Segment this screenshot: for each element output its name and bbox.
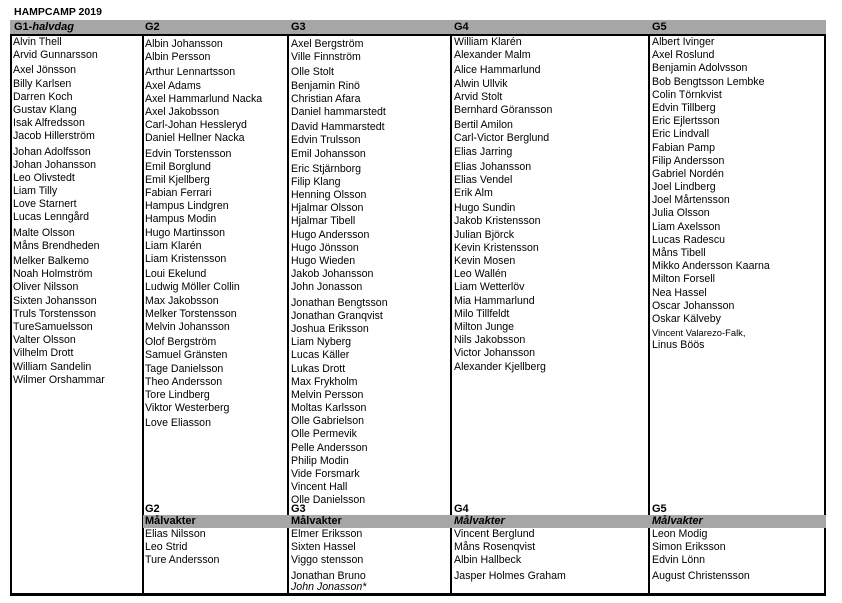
player-name: Filip Andersson (652, 154, 725, 167)
player-name: Viggo stensson (291, 554, 364, 567)
player-name: Axel Hammarlund Nacka (145, 92, 263, 105)
group-g3-players (291, 38, 388, 508)
player-name: Daniel Hellner Nacka (145, 132, 245, 145)
group-g1-players (13, 36, 105, 387)
player-name: Olle Gabrielson (291, 415, 365, 428)
player-name: Albin Johansson (145, 38, 223, 50)
player-name: Leon Modig (652, 528, 708, 540)
group-header-g1-main: G1- (14, 21, 33, 33)
player-name: Olle Permevik (291, 428, 357, 441)
player-name: Jasper Holmes Graham (454, 569, 566, 582)
player-name: Axel Jönsson (13, 64, 77, 77)
player-name: Leo Wallén (454, 268, 507, 281)
player-name: Theo Andersson (145, 375, 223, 388)
player-name: Leo Olivstedt (13, 171, 75, 184)
group-g4-players (454, 36, 552, 374)
player-name: Hjalmar Olsson (291, 202, 364, 215)
group-header-g1-suffix: halvdag (32, 21, 74, 33)
goalkeepers-header-g3: G3 (291, 503, 306, 515)
player-name: Kevin Kristensson (454, 241, 539, 254)
player-name: Sixten Johansson (13, 294, 97, 307)
goalkeepers-g5 (652, 528, 750, 583)
player-name: Edvin Torstensson (145, 147, 232, 160)
player-name: Elmer Eriksson (291, 528, 363, 540)
goalkeepers-g4 (454, 528, 566, 583)
group-header-g4: G4 (454, 21, 469, 33)
player-name: Billy Karlsen (13, 77, 72, 90)
goalkeepers-label-g3: Målvakter (291, 515, 342, 527)
player-name: Melker Torstensson (145, 307, 237, 320)
player-name: Alexander Malm (454, 49, 531, 62)
player-name: Axel Adams (145, 79, 201, 92)
player-name: Hampus Lindgren (145, 200, 229, 213)
player-name: Hugo Martinsson (145, 226, 226, 239)
player-name: Oskar Kälveby (652, 312, 721, 325)
player-name: Albert Ivinger (652, 36, 715, 48)
player-name: Jonathan Bengtsson (291, 296, 388, 309)
player-name: Samuel Gränsten (145, 349, 228, 362)
player-name: Valter Olsson (13, 334, 76, 347)
player-name: William Klarén (454, 36, 522, 48)
player-name: Julian Björck (454, 228, 515, 241)
player-name: Eric Ejlertsson (652, 115, 720, 128)
player-name: Victor Johansson (454, 347, 536, 360)
player-name: Liam Axelsson (652, 220, 721, 233)
player-name: Melker Balkemo (13, 255, 89, 267)
player-name: Elias Johansson (454, 160, 532, 173)
player-name: Gustav Klang (13, 103, 77, 116)
player-name: Jakob Kristensson (454, 215, 541, 228)
player-name: Elias Nilsson (145, 528, 206, 540)
player-name: Joshua Eriksson (291, 322, 369, 335)
player-name: Alvin Thell (13, 36, 62, 48)
player-name: Liam Tilly (13, 185, 58, 198)
player-name: Liam Kristensson (145, 253, 227, 265)
player-name: Truls Torstensson (13, 307, 97, 320)
player-name: Darren Koch (13, 90, 73, 103)
player-name: Ludwig Möller Collin (145, 281, 240, 294)
player-name: Hjalmar Tibell (291, 215, 356, 228)
player-name: Mia Hammarlund (454, 294, 535, 307)
player-name: Benjamin Adolvsson (652, 62, 748, 75)
player-name: August Christensson (652, 569, 750, 582)
player-name: Ture Andersson (145, 554, 220, 567)
column-divider (10, 34, 12, 596)
player-name: Benjamin Rinö (291, 79, 360, 92)
group-header-bar (10, 20, 826, 34)
player-name: Hugo Jönsson (291, 241, 359, 254)
column-divider (142, 34, 144, 596)
group-header-g5: G5 (652, 21, 667, 33)
player-name: Colin Törnkvist (652, 88, 722, 101)
player-name: Malte Olsson (13, 226, 75, 239)
player-name: Hugo Andersson (291, 228, 370, 241)
player-name: Alwin Ullvik (454, 77, 508, 90)
group-header-g3: G3 (291, 21, 306, 33)
player-name: Johan Johansson (13, 158, 97, 171)
player-name: Vilhelm Drott (13, 347, 74, 360)
player-name: Tore Lindberg (145, 388, 210, 401)
player-name: Christian Afara (291, 92, 361, 105)
player-name: Loui Ekelund (145, 268, 207, 281)
player-name: Arvid Gunnarsson (13, 49, 98, 62)
group-header-g2: G2 (145, 21, 160, 33)
document-title: HAMPCAMP 2019 (14, 6, 102, 18)
player-name: Joel Lindberg (652, 181, 716, 194)
player-name: Eric Lindvall (652, 128, 710, 141)
player-name: Oscar Johansson (652, 299, 735, 312)
player-name: David Hammarstedt (291, 121, 385, 134)
player-name: Måns Brendheden (13, 239, 100, 252)
player-name: Henning Olsson (291, 189, 367, 202)
player-name: Arvid Stolt (454, 90, 503, 103)
player-name: Ville Finnström (291, 51, 361, 64)
player-name: Måns Tibell (652, 247, 706, 259)
player-name: Liam Wetterlöv (454, 281, 525, 294)
player-name: Wilmer Orshammar (13, 373, 105, 386)
player-name: Eric Stjärnborg (291, 162, 362, 175)
player-name: Jacob Hillerström (13, 130, 95, 143)
player-name: Leo Strid (145, 541, 188, 554)
player-name: Linus Böös (652, 339, 705, 352)
player-name: Alexander Kjellberg (454, 360, 546, 373)
player-name: Jakob Johansson (291, 268, 374, 281)
goalkeeper-note-g3: John Jonasson* (291, 581, 367, 593)
player-name: Bernhard Göransson (454, 103, 553, 116)
column-divider (648, 34, 650, 596)
player-name: Melvin Persson (291, 388, 364, 401)
player-name: Fabian Pamp (652, 141, 716, 154)
column-divider (450, 34, 452, 596)
player-name: Edvin Tillberg (652, 101, 716, 114)
player-name: Tage Danielsson (145, 362, 224, 375)
player-name: Nea Hassel (652, 286, 707, 299)
player-name: Edvin Trulsson (291, 134, 361, 147)
player-name: Pelle Andersson (291, 441, 368, 454)
player-name: Lucas Käller (291, 349, 350, 362)
goalkeepers-header-g4: G4 (454, 503, 469, 515)
player-name: Johan Adolfsson (13, 145, 91, 158)
player-name: Olof Bergström (145, 336, 217, 349)
column-divider (287, 34, 289, 596)
player-name: Jonathan Bruno (291, 569, 366, 582)
player-name: John Jonasson (291, 281, 363, 294)
player-name: Axel Jakobsson (145, 105, 220, 118)
player-name: Albin Hallbeck (454, 554, 522, 567)
player-name: Love Starnert (13, 198, 77, 211)
goalkeepers-header-g2: G2 (145, 503, 160, 515)
player-name: Carl-Victor Berglund (454, 132, 550, 145)
player-name: Simon Eriksson (652, 541, 726, 554)
player-name: Sixten Hassel (291, 541, 356, 554)
player-name: Emil Borglund (145, 160, 211, 173)
player-name: Milton Forsell (652, 273, 715, 286)
player-name: Philip Modin (291, 454, 349, 467)
player-name: Daniel hammarstedt (291, 105, 386, 118)
player-name: Isak Alfredsson (13, 117, 85, 130)
player-name: Vincent Valarezo-Falk, (652, 327, 746, 339)
player-name: Bob Bengtsson Lembke (652, 75, 765, 88)
player-name: Viktor Westerberg (145, 402, 230, 415)
player-name: Fabian Ferrari (145, 187, 212, 200)
goalkeepers-label-g2: Målvakter (145, 515, 196, 527)
player-name: Noah Holmström (13, 268, 93, 281)
player-name: Elias Jarring (454, 145, 513, 158)
player-name: Arthur Lennartsson (145, 66, 236, 79)
player-name: Max Jakobsson (145, 294, 219, 307)
player-name: Gabriel Nordén (652, 167, 724, 180)
player-name: Liam Klarén (145, 239, 202, 252)
player-name: Liam Nyberg (291, 336, 352, 349)
player-name: Hugo Wieden (291, 255, 356, 267)
player-name: Emil Kjellberg (145, 173, 210, 186)
player-name: TureSamuelsson (13, 320, 93, 333)
player-name: Nils Jakobsson (454, 334, 526, 347)
player-name: Jonathan Granqvist (291, 309, 383, 322)
player-name: Hampus Modin (145, 213, 217, 226)
player-name: Axel Bergström (291, 38, 364, 50)
player-name: Lukas Drott (291, 362, 346, 375)
column-divider (824, 34, 826, 596)
player-name: Filip Klang (291, 175, 341, 188)
player-name: Hugo Sundin (454, 202, 516, 215)
player-name: Erik Alm (454, 187, 493, 200)
player-name: Lucas Radescu (652, 233, 726, 246)
goalkeepers-g3 (291, 528, 366, 583)
player-name: Albin Persson (145, 51, 211, 64)
player-name: Emil Johansson (291, 147, 366, 160)
player-name: William Sandelin (13, 360, 92, 373)
player-name: Milo Tillfeldt (454, 307, 510, 320)
player-name: Julia Olsson (652, 207, 710, 220)
player-name: Moltas Karlsson (291, 402, 367, 415)
player-name: Kevin Mosen (454, 255, 516, 267)
player-name: Vincent Berglund (454, 528, 535, 540)
player-name: Mikko Andersson Kaarna (652, 260, 770, 273)
group-g2-players (145, 38, 262, 430)
player-name: Olle Stolt (291, 66, 334, 79)
player-name: Lucas Lenngård (13, 211, 89, 224)
player-name: Vincent Hall (291, 481, 348, 494)
player-name: Axel Roslund (652, 49, 715, 62)
player-name: Elias Vendel (454, 173, 513, 186)
player-name: Milton Junge (454, 320, 515, 333)
player-name: Vide Forsmark (291, 468, 360, 480)
player-name: Joel Mårtensson (652, 194, 730, 207)
player-name: Oliver Nilsson (13, 281, 79, 294)
player-name: Alice Hammarlund (454, 64, 541, 77)
player-name: Love Eliasson (145, 417, 211, 430)
goalkeepers-header-g5: G5 (652, 503, 667, 515)
player-name: Olle Danielsson (291, 494, 366, 507)
player-name: Måns Rosenqvist (454, 541, 536, 554)
player-name: Max Frykholm (291, 375, 358, 388)
group-header-g1 (14, 21, 74, 33)
goalkeepers-g2 (145, 528, 219, 568)
player-name: Melvin Johansson (145, 320, 230, 333)
goalkeepers-label-g4: Målvakter (454, 515, 505, 527)
player-name: Carl-Johan Hessleryd (145, 119, 247, 132)
player-name: Bertil Amilon (454, 119, 513, 132)
group-g5-players (652, 36, 770, 353)
goalkeepers-label-g5: Målvakter (652, 515, 703, 527)
player-name: Edvin Lönn (652, 554, 706, 567)
